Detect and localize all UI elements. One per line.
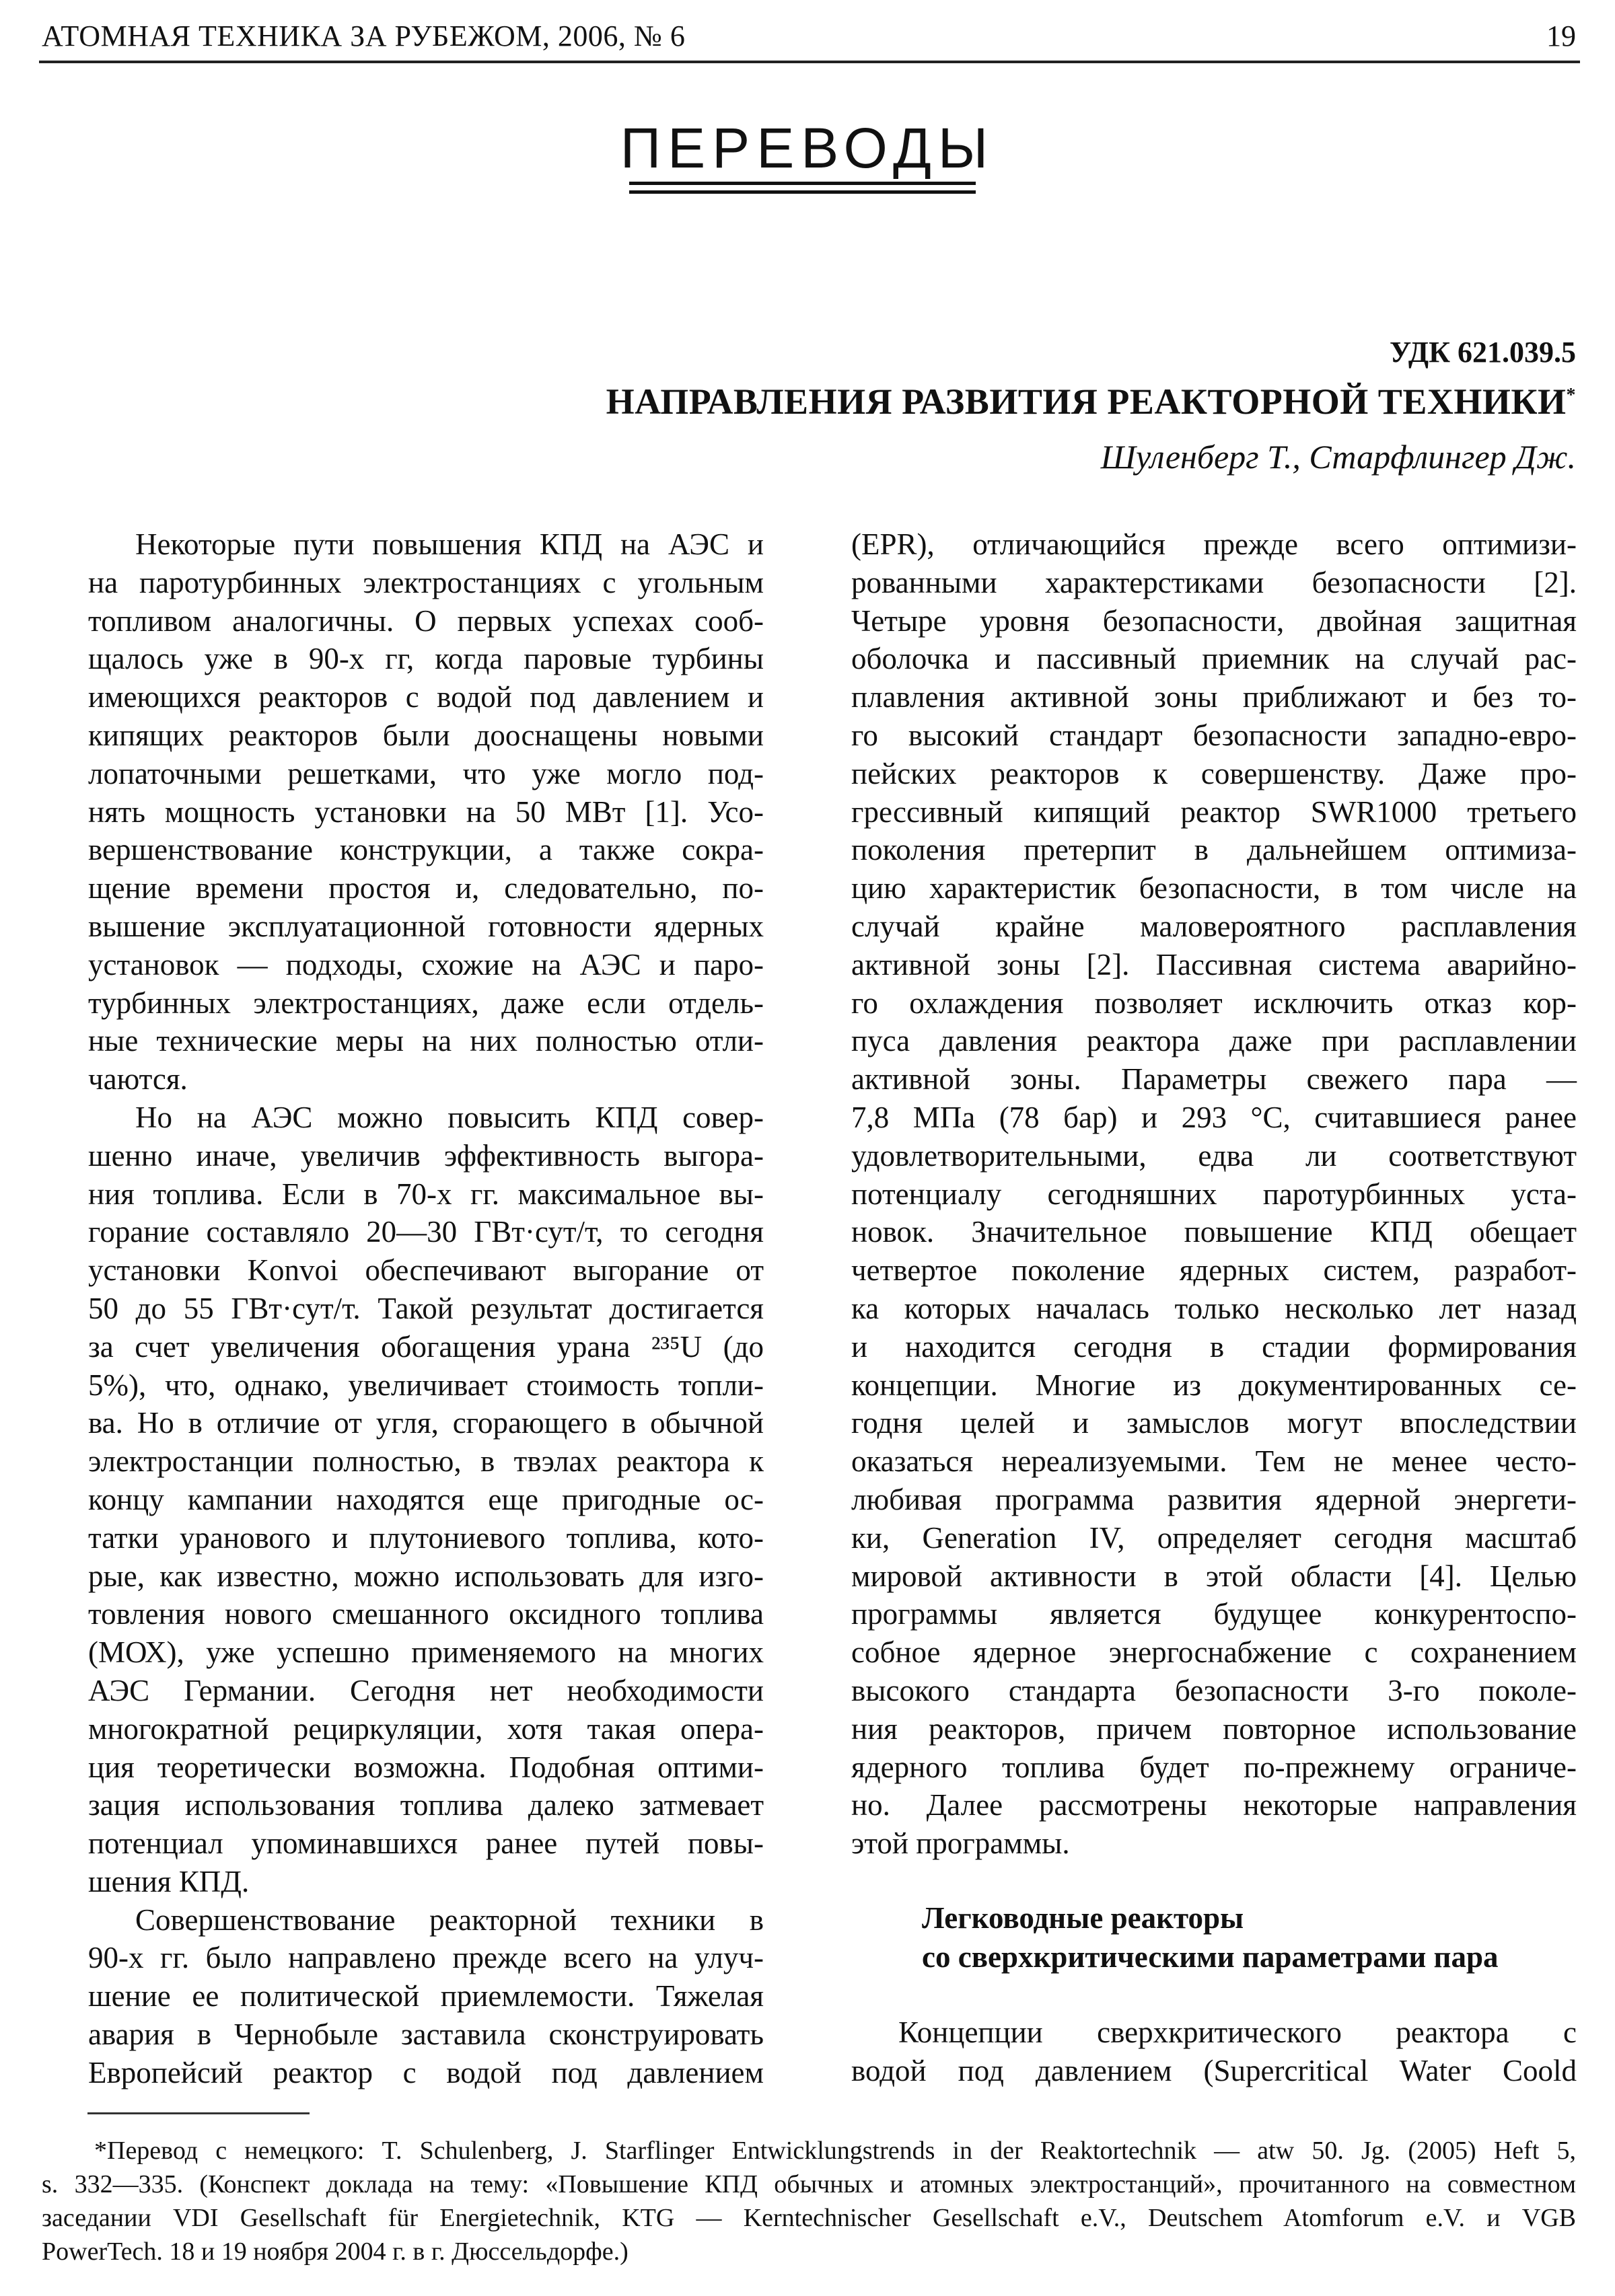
- text-line: Европейсий реактор с водой под давлением: [88, 2055, 764, 2089]
- article-title: [606, 381, 1576, 422]
- subheading-line: со сверхкритическими параметрами пара: [922, 1940, 1499, 1974]
- text-line: Но на АЭС можно повысить КПД совер-: [135, 1100, 764, 1134]
- text-line: щалось уже в 90-х гг, когда паровые турбины: [88, 642, 764, 676]
- text-line: шения КПД.: [88, 1864, 250, 1898]
- text-line: PowerTech. 18 и 19 ноября 2004 г. в г. Дюссельдорфе.): [42, 2237, 629, 2266]
- article-authors: Шуленберг Т., Старфлингер Дж.: [1100, 438, 1576, 476]
- subheading-line: Легководные реакторы: [922, 1901, 1244, 1935]
- paragraph: [42, 2134, 1576, 2268]
- text-line: высокого стандарта безопасности 3-го поколе-: [851, 1673, 1577, 1707]
- subheading: [922, 1898, 1499, 1976]
- text-line: турбинных электростанциях, даже если отдель-: [88, 986, 764, 1020]
- text-line: *Перевод с немецкого: T. Schulenberg, J. Starflinger Entwicklungstrends in der Reaktortechnik — atw 50. Jg. (2005) Heft 5,: [94, 2137, 1576, 2165]
- text-line: потенциалу сегодняшних паротурбинных уста-: [851, 1177, 1577, 1211]
- text-line: ядерного топлива будет по-прежнему ограниче-: [851, 1750, 1577, 1784]
- text-line: рые, как известно, можно использовать для изго-: [88, 1559, 764, 1593]
- text-line: мировой активности в этой области [4]. Целью: [851, 1559, 1577, 1593]
- text-line: цию характеристик безопасности, в том числе на: [851, 871, 1577, 905]
- text-line: оболочка и пассивный приемник на случай рас-: [851, 642, 1577, 676]
- text-line: (МОХ), уже успешно применяемого на многих: [88, 1635, 764, 1670]
- text-line: новок. Значительное повышение КПД обещает: [851, 1215, 1577, 1249]
- paragraph: [88, 1901, 764, 2092]
- text-line: шение ее политической приемлемости. Тяжелая: [88, 1979, 764, 2013]
- text-line: авария в Чернобыле заставила сконструировать: [88, 2017, 764, 2052]
- text-line: случай крайне маловероятного расплавления: [851, 909, 1577, 943]
- text-line: товления нового смешанного оксидного топлива: [88, 1597, 764, 1631]
- text-line: 5%), что, однако, увеличивает стоимость топли-: [88, 1368, 764, 1402]
- text-line: ка которых началась только несколько лет назад: [851, 1291, 1577, 1325]
- text-line: щение времени простоя и, следовательно, по-: [88, 871, 764, 905]
- paragraph: [851, 525, 1577, 1863]
- text-line: шенно иначе, увеличив эффективность выгора-: [88, 1138, 764, 1173]
- text-line: Совершенствование реакторной техники в: [135, 1902, 764, 1937]
- text-line: го высокий стандарт безопасности западно-евро-: [851, 718, 1577, 752]
- text-line: четвертое поколение ядерных систем, разработ-: [851, 1253, 1577, 1288]
- text-line: активной зоны [2]. Пассивная система аварийно-: [851, 947, 1577, 982]
- footnote-mark: *: [1566, 385, 1576, 406]
- text-line: этой программы.: [851, 1826, 1070, 1861]
- text-line: ния реакторов, причем повторное использование: [851, 1711, 1577, 1746]
- footnote: [42, 2134, 1576, 2268]
- section-title: ПЕРЕВОДЫ: [620, 116, 995, 180]
- footnote-rule: [87, 2112, 310, 2114]
- text-line: электростанции полностью, в твэлах реактора к: [88, 1444, 764, 1479]
- text-line: Четыре уровня безопасности, двойная защитная: [851, 603, 1577, 638]
- text-line: концу кампании находятся еще пригодные ос-: [88, 1482, 764, 1516]
- running-head: АТОМНАЯ ТЕХНИКА ЗА РУБЕЖОМ, 2006, № 6: [42, 20, 686, 52]
- text-line: вышение эксплуатационной готовности ядерных: [88, 909, 764, 943]
- header-rule: [39, 61, 1580, 63]
- text-line: имеющихся реакторов с водой под давлением и: [88, 680, 764, 714]
- text-line: на паротурбинных электростанциях с угольным: [88, 565, 764, 599]
- text-line: поколения претерпит в дальнейшем оптимиза-: [851, 833, 1577, 867]
- text-line: s. 332—335. (Конспект доклада на тему: «Повышение КПД обычных и атомных электростанций», прочитанного на совместном: [42, 2170, 1576, 2198]
- text-line: ки, Generation IV, определяет сегодня масштаб: [851, 1520, 1577, 1555]
- text-line: 90-х гг. было направлено прежде всего на улуч-: [88, 1941, 764, 1975]
- section-title-underline: [629, 182, 976, 185]
- text-line: активной зоны. Параметры свежего пара —: [851, 1062, 1577, 1097]
- left-column: [88, 525, 764, 2092]
- text-line: татки уранового и плутониевого топлива, кото-: [88, 1520, 764, 1555]
- text-line: годня целей и замыслов могут впоследствии: [851, 1406, 1577, 1440]
- paragraph: [851, 2013, 1577, 2090]
- text-line: программы является будущее конкурентоспо-: [851, 1597, 1577, 1631]
- text-line: рованными характерстиками безопасности [2].: [851, 565, 1577, 599]
- text-line: ция теоретически возможна. Подобная оптими-: [88, 1750, 764, 1784]
- text-line: горание составляло 20—30 ГВт·сут/т, то сегодня: [88, 1215, 764, 1249]
- text-line: заседании VDI Gesellschaft für Energietechnik, KTG — Kerntechnischer Gesellschaft e.V., Deutschem Atomforum e.V. и VGB: [42, 2204, 1576, 2232]
- text-line: установки Konvoi обеспечивают выгорание от: [88, 1253, 764, 1288]
- right-column: [851, 525, 1577, 1863]
- text-line: собное ядерное энергоснабжение с сохранением: [851, 1635, 1577, 1670]
- text-line: плавления активной зоны приближают и без то-: [851, 680, 1577, 714]
- text-line: ва. Но в отличие от угля, сгорающего в обычной: [88, 1406, 764, 1440]
- text-line: Концепции сверхкритического реактора с: [898, 2015, 1577, 2049]
- paragraph: [88, 1099, 764, 1901]
- text-line: ния топлива. Если в 70-х гг. максимальное вы-: [88, 1177, 764, 1211]
- text-line: многократной рециркуляции, хотя такая опера-: [88, 1711, 764, 1746]
- text-line: нять мощность установки на 50 МВт [1]. Усо-: [88, 794, 764, 829]
- text-line: пуса давления реактора даже при расплавлении: [851, 1024, 1577, 1058]
- paragraph: [88, 525, 764, 1099]
- text-line: лопаточными решетками, что уже могло под-: [88, 756, 764, 790]
- text-line: любивая программа развития ядерной энергети-: [851, 1482, 1577, 1516]
- text-line: го охлаждения позволяет исключить отказ кор-: [851, 986, 1577, 1020]
- text-line: 7,8 МПа (78 бар) и 293 °С, считавшиеся ранее: [851, 1100, 1577, 1134]
- text-line: АЭС Германии. Сегодня нет необходимости: [88, 1673, 764, 1707]
- text-line: водой под давлением (Supercritical Water Coold: [851, 2053, 1577, 2087]
- text-line: пейских реакторов к совершенству. Даже про-: [851, 756, 1577, 790]
- text-line: удовлетворительными, едва ли соответствуют: [851, 1138, 1577, 1173]
- text-line: (EPR), отличающийся прежде всего оптимизи-: [851, 527, 1577, 561]
- text-line: установок — подходы, схожие на АЭС и паро-: [88, 947, 764, 982]
- page-number: 19: [1546, 20, 1576, 52]
- text-line: вершенствование конструкции, а также сокра-: [88, 833, 764, 867]
- text-line: чаются.: [88, 1062, 188, 1097]
- text-line: 50 до 55 ГВт·сут/т. Такой результат достигается: [88, 1291, 764, 1325]
- text-line: ные технические меры на них полностью отли-: [88, 1024, 764, 1058]
- udk-code: УДК 621.039.5: [1389, 336, 1576, 369]
- text-line: оказаться нереализуемыми. Тем не менее често-: [851, 1444, 1577, 1479]
- text-line: грессивный кипящий реактор SWR1000 третьего: [851, 794, 1577, 829]
- section-title-underline: [629, 190, 976, 194]
- text-line: зация использования топлива далеко затмевает: [88, 1788, 764, 1822]
- text-line: концепции. Многие из документированных се-: [851, 1368, 1577, 1402]
- text-line: Некоторые пути повышения КПД на АЭС и: [135, 527, 764, 561]
- text-line: но. Далее рассмотрены некоторые направления: [851, 1788, 1577, 1822]
- text-line: за счет увеличения обогащения урана ²³⁵U (до: [88, 1329, 764, 1364]
- text-line: топливом аналогичны. О первых успехах сооб-: [88, 603, 764, 638]
- text-line: и находится сегодня в стадии формирования: [851, 1329, 1577, 1364]
- right-column-continued: [851, 2013, 1577, 2090]
- article-title-text: НАПРАВЛЕНИЯ РАЗВИТИЯ РЕАКТОРНОЙ ТЕХНИКИ: [606, 381, 1567, 422]
- text-line: потенциал упоминавшихся ранее путей повы-: [88, 1826, 764, 1861]
- text-line: кипящих реакторов были дооснащены новыми: [88, 718, 764, 752]
